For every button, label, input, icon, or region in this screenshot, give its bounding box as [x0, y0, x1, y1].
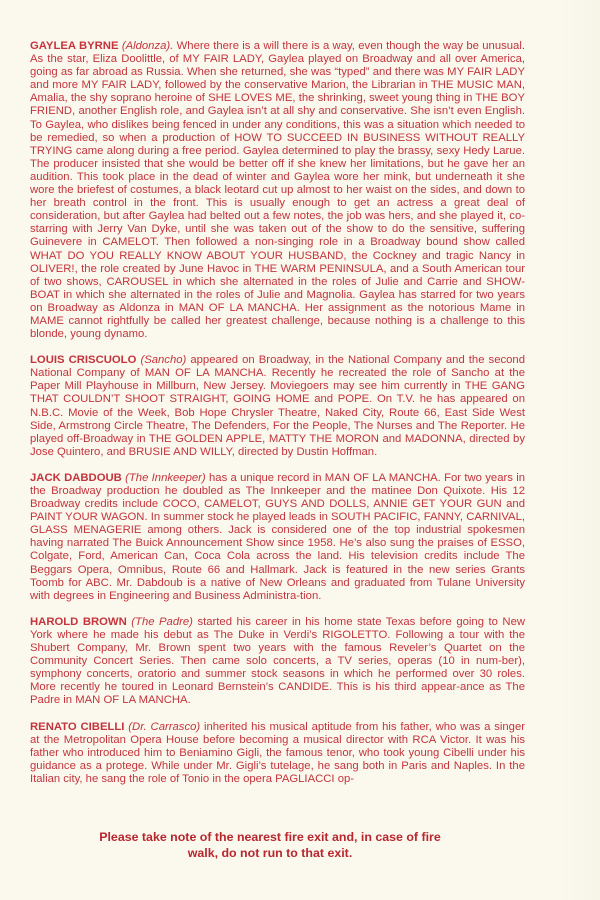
bio-role: (The Innkeeper) [125, 471, 206, 484]
bio-gaylea-byrne [30, 40, 525, 341]
bio-name: GAYLEA BYRNE [30, 40, 119, 52]
bio-text: appeared on Broadway, in the National Company and the second National Company of MAN OF LA MANCHA. Recently he recreated the role of Sancho at the Paper Mill Playhouse in Millburn, New Jersey. Moviegoers may see him currently in THE GANG THAT COULDN’T SHOOT STRAIGHT, GOING HOME and POPE. On T.V. he has appeared on N.B.C. Movie of the Week, Bob Hope Chrysler Theatre, Naked City, Route 66, East Side West Side, Armstrong Circle Theatre, The Defenders, For the People, The Nurses and The Reporter. He played off-Broadway in THE GOLDEN APPLE, MATTY THE MORON and MADONNA, directed by Jose Quintero, and BRUSIE AND WILLY, directed by Dustin Hoffman. [30, 354, 525, 458]
bio-text: inherited his musical aptitude from his father, who was a singer at the Metropolitan Opera House before becoming a musical director with RCA Victor. It was his father who introduced him to Beniamino Gigli, the famous tenor, who took young Cibelli under his guidance as a protege. While under Mr. Gigli’s tutelage, he sang both in Paris and Naples. In the Italian city, he sang the role of Tonio in the opera PAGLIACCI op- [30, 720, 525, 785]
bio-louis-criscuolo [30, 354, 525, 459]
bio-name: LOUIS CRISCUOLO [30, 354, 137, 367]
bio-role: (Sancho) [140, 354, 187, 367]
bio-renato-cibelli [30, 721, 525, 786]
page-edge [560, 0, 600, 900]
bio-role: (The Padre) [131, 615, 193, 628]
bio-text: has a unique record in MAN OF LA MANCHA. For two years in the Broadway production he doubled as The Innkeeper and the matinee Don Quixote. His 12 Broadway credits include COCO, CAMELOT, GUYS AND DOLLS, ANNIE GET YOUR GUN and PAINT YOUR WAGON. In summer stock he played leads in SOUTH PACIFIC, FANNY, CARNIVAL, GLASS MENAGERIE among others. Jack is considered one of the top industrial spokesmen having narrated The Buick Announcement Show since 1958. He’s also sung the praises of ESSO, Colgate, Ford, American Can, Coca Cola across the land. His television credits include The Beggars Opera, Omnibus, Route 66 and Hallmark. Jack is featured in the new series Grants Toomb for ABC. Mr. Dabdoub is a native of New Orleans and graduated from Tulane University with degrees in Engineering and Business Administra-tion. [30, 471, 526, 602]
bio-harold-brown [30, 616, 525, 708]
bio-name: RENATO CIBELLI [30, 720, 125, 733]
bio-jack-dabdoub [30, 472, 525, 603]
bio-name: HAROLD BROWN [30, 615, 127, 628]
bio-column [30, 40, 525, 799]
bio-role: (Dr. Carrasco) [128, 720, 201, 733]
bio-text: started his career in his home state Texas before going to New York where he made his debut as The Duke in Verdi’s RIGOLETTO. Following a tour with the Shubert Company, Mr. Brown spent two years with the famous Reveler’s Quartet on the Community Concert Series. Then came solo concerts, a TV series, operas (10 in num-ber), symphony concerts, oratorio and summer stock seasons in which he performed over 30 roles. More recently he toured in Leonard Bernstein’s CANDIDE. This is his third appear-ance as The Padre in MAN OF LA MANCHA. [30, 615, 526, 707]
bio-name: JACK DABDOUB [30, 471, 122, 484]
notice-line-1: Please take note of the nearest fire exit and, in case of fire [99, 830, 441, 844]
notice-line-2: walk, do not run to that exit. [187, 846, 353, 860]
fire-exit-notice [30, 829, 510, 861]
bio-text: Where there is a will there is a way, even though the way be unusual. As the star, Eliza Doolittle, of MY FAIR LADY, Gaylea played on Broadway and all over America, going as far abroad as Russia. When she returned, she was “typed” and there was MY FAIR LADY and more MY FAIR LADY, followed by the conservative Marion, the Librarian in THE MUSIC MAN, Amalia, the shy soprano heroine of SHE LOVES ME, the shrinking, sweet young thing in THE BOY FRIEND, another English role, and Gaylea isn’t at all shy and conservative. She isn’t even English. To Gaylea, who dislikes being fenced in under any conditions, this was a situation which needed to be remedied, so when a production of HOW TO SUCCEED IN BUSINESS WITHOUT REALLY TRYING came along during a free period. Gaylea determined to play the brassy, sexy Hedy Larue. The producer insisted that she would be better off if she knew her limitations, but he gave her an audition. This took place in the dead of winter and Gaylea wore her mink, but underneath it she wore the briefest of costumes, a black leotard cut up almost to her waist on the sides, and down to her breath control in the front. This is usually enough to get an actress a great deal of consideration, but after Gaylea had belted out a few notes, the job was hers, and she played it, co-starring with Jerry Van Dyke, until she was taken out of the show to do the sensitive, suffering Guinevere in CAMELOT. Then followed a non-singing role in a Broadway bound show called WHAT DO YOU REALLY KNOW ABOUT YOUR HUSBAND, the Cockney and tragic Nancy in OLIVER!, the role created by June Havoc in THE WARM PENINSULA, and a South American tour of two shows, CAROUSEL in which she alternated in the roles of Julie and Carrie and SHOW-BOAT in which she alternated in the roles of Julie and Magnolia. Gaylea has starred for two years on Broadway as Aldonza in MAN OF LA MANCHA. Her assignment as the notorious Mame in MAME cannot rightfully be called her greatest challenge, because nothing is a challenge to this blonde, young dynamo. [30, 40, 525, 341]
bio-role: (Aldonza). [121, 40, 174, 52]
